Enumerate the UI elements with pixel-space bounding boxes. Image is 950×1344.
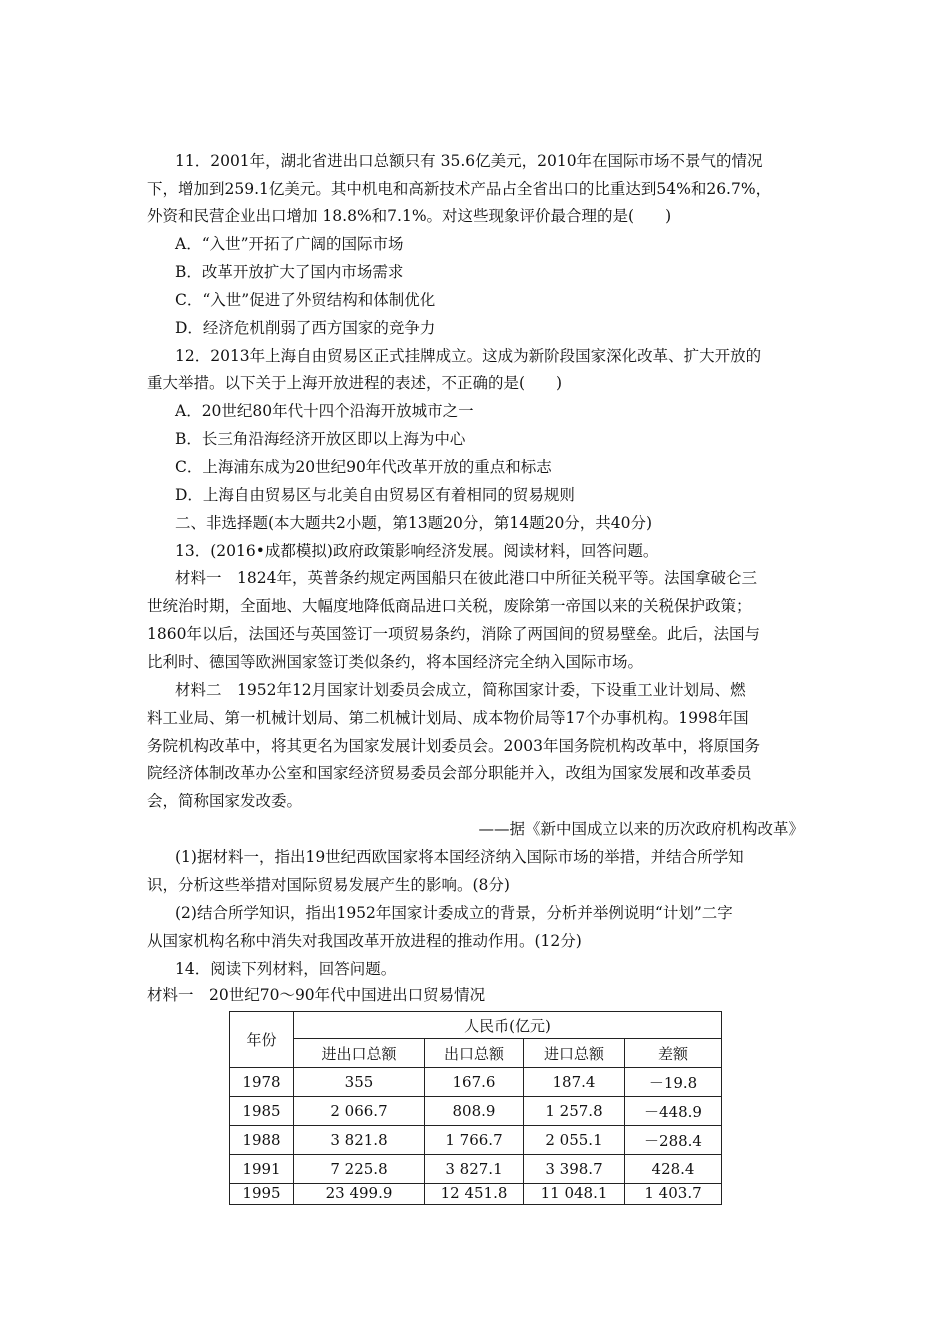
q11-stem-line-1: 11．2001年，湖北省进出口总额只有 35.6亿美元，2010年在国际市场不景气的情况 bbox=[175, 152, 763, 170]
q11-stem-line-2: 下，增加到259.1亿美元。其中机电和高新技术产品占全省出口的比重达到54%和26.7%， bbox=[147, 180, 772, 198]
cell-export: 808.9 bbox=[425, 1097, 524, 1126]
q12-stem-line-2: 重大举措。以下关于上海开放进程的表述，不正确的是( ) bbox=[147, 374, 563, 392]
cell-year: 1991 bbox=[230, 1155, 294, 1184]
cell-total: 355 bbox=[294, 1068, 425, 1097]
cell-balance: 428.4 bbox=[625, 1155, 722, 1184]
cell-year: 1995 bbox=[230, 1184, 294, 1205]
cell-export: 1 766.7 bbox=[425, 1126, 524, 1155]
table-row bbox=[230, 1068, 722, 1097]
q13-material2-line-2: 料工业局、第一机械计划局、第二机械计划局、成本物价局等17个办事机构。1998年国 bbox=[147, 709, 749, 727]
header-export: 出口总额 bbox=[425, 1039, 524, 1068]
q11-option-d: D．经济危机削弱了西方国家的竞争力 bbox=[175, 319, 436, 337]
cell-export: 167.6 bbox=[425, 1068, 524, 1097]
header-total: 进出口总额 bbox=[294, 1039, 425, 1068]
q13-title: 13．(2016•成都模拟)政府政策影响经济发展。阅读材料，回答问题。 bbox=[175, 542, 659, 560]
table-header-row-2 bbox=[230, 1039, 722, 1068]
cell-import: 11 048.1 bbox=[524, 1184, 625, 1205]
q13-material2-line-4: 院经济体制改革办公室和国家经济贸易委员会部分职能并入，改组为国家发展和改革委员 bbox=[147, 764, 752, 782]
cell-total: 7 225.8 bbox=[294, 1155, 425, 1184]
table-row bbox=[230, 1126, 722, 1155]
cell-year: 1978 bbox=[230, 1068, 294, 1097]
table-row bbox=[230, 1155, 722, 1184]
q11-option-c: C．“入世”促进了外贸结构和体制优化 bbox=[175, 291, 436, 309]
q12-option-a: A．20世纪80年代十四个沿海开放城市之一 bbox=[175, 402, 474, 420]
q12-option-b: B．长三角沿海经济开放区即以上海为中心 bbox=[175, 430, 466, 448]
cell-total: 2 066.7 bbox=[294, 1097, 425, 1126]
table-row bbox=[230, 1184, 722, 1205]
q13-material1-line-3: 1860年以后，法国还与英国签订一项贸易条约，消除了两国间的贸易壁垒。此后，法国与 bbox=[147, 625, 760, 643]
q13-material2-line-5: 会，简称国家发改委。 bbox=[147, 792, 303, 810]
q14-material1-caption: 材料一 20世纪70～90年代中国进出口贸易情况 bbox=[147, 986, 486, 1004]
q13-material2-line-3: 务院机构改革中，将其更名为国家发展计划委员会。2003年国务院机构改革中，将原国务 bbox=[147, 737, 760, 755]
cell-balance: －448.9 bbox=[625, 1097, 722, 1126]
header-currency-group: 人民币(亿元) bbox=[294, 1012, 722, 1039]
cell-year: 1988 bbox=[230, 1126, 294, 1155]
cell-year: 1985 bbox=[230, 1097, 294, 1126]
cell-total: 23 499.9 bbox=[294, 1184, 425, 1205]
q13-source: ——据《新中国成立以来的历次政府机构改革》 bbox=[478, 820, 804, 838]
table-row bbox=[230, 1097, 722, 1126]
q13-sub1-line-1: (1)据材料一，指出19世纪西欧国家将本国经济纳入国际市场的举措，并结合所学知 bbox=[175, 848, 744, 866]
cell-import: 2 055.1 bbox=[524, 1126, 625, 1155]
q11-option-a: A．“入世”开拓了广阔的国际市场 bbox=[175, 235, 404, 253]
table-header-row-1 bbox=[230, 1012, 722, 1039]
q13-material1-line-4: 比利时、德国等欧洲国家签订类似条约，将本国经济完全纳入国际市场。 bbox=[147, 653, 644, 671]
cell-import: 3 398.7 bbox=[524, 1155, 625, 1184]
cell-balance: －288.4 bbox=[625, 1126, 722, 1155]
cell-balance: －19.8 bbox=[625, 1068, 722, 1097]
q13-material2-line-1: 材料二 1952年12月国家计划委员会成立，简称国家计委，下设重工业计划局、燃 bbox=[175, 681, 746, 699]
q13-material1-line-1: 材料一 1824年，英普条约规定两国船只在彼此港口中所征关税平等。法国拿破仑三 bbox=[175, 569, 757, 587]
cell-total: 3 821.8 bbox=[294, 1126, 425, 1155]
cell-balance: 1 403.7 bbox=[625, 1184, 722, 1205]
cell-import: 187.4 bbox=[524, 1068, 625, 1097]
q12-option-c: C．上海浦东成为20世纪90年代改革开放的重点和标志 bbox=[175, 458, 552, 476]
header-balance: 差额 bbox=[625, 1039, 722, 1068]
q14-title: 14．阅读下列材料，回答问题。 bbox=[175, 960, 397, 978]
cell-import: 1 257.8 bbox=[524, 1097, 625, 1126]
q13-sub2-line-1: (2)结合所学知识，指出1952年国家计委成立的背景，分析并举例说明“计划”二字 bbox=[175, 904, 733, 922]
cell-export: 12 451.8 bbox=[425, 1184, 524, 1205]
q12-stem-line-1: 12．2013年上海自由贸易区正式挂牌成立。这成为新阶段国家深化改革、扩大开放的 bbox=[175, 347, 762, 365]
q13-material1-line-2: 世统治时期，全面地、大幅度地降低商品进口关税，废除第一帝国以来的关税保护政策； bbox=[147, 597, 752, 615]
q11-option-b: B．改革开放扩大了国内市场需求 bbox=[175, 263, 404, 281]
q11-stem-line-3: 外资和民营企业出口增加 18.8%和7.1%。对这些现象评价最合理的是( ) bbox=[147, 207, 672, 225]
trade-table bbox=[229, 1011, 722, 1205]
header-year: 年份 bbox=[230, 1012, 294, 1068]
header-import: 进口总额 bbox=[524, 1039, 625, 1068]
q13-sub2-line-2: 从国家机构名称中消失对我国改革开放进程的推动作用。(12分) bbox=[147, 932, 582, 950]
section-heading: 二、非选择题(本大题共2小题，第13题20分，第14题20分，共40分) bbox=[175, 514, 653, 532]
cell-export: 3 827.1 bbox=[425, 1155, 524, 1184]
q13-sub1-line-2: 识，分析这些举措对国际贸易发展产生的影响。(8分) bbox=[147, 876, 510, 894]
q12-option-d: D．上海自由贸易区与北美自由贸易区有着相同的贸易规则 bbox=[175, 486, 575, 504]
